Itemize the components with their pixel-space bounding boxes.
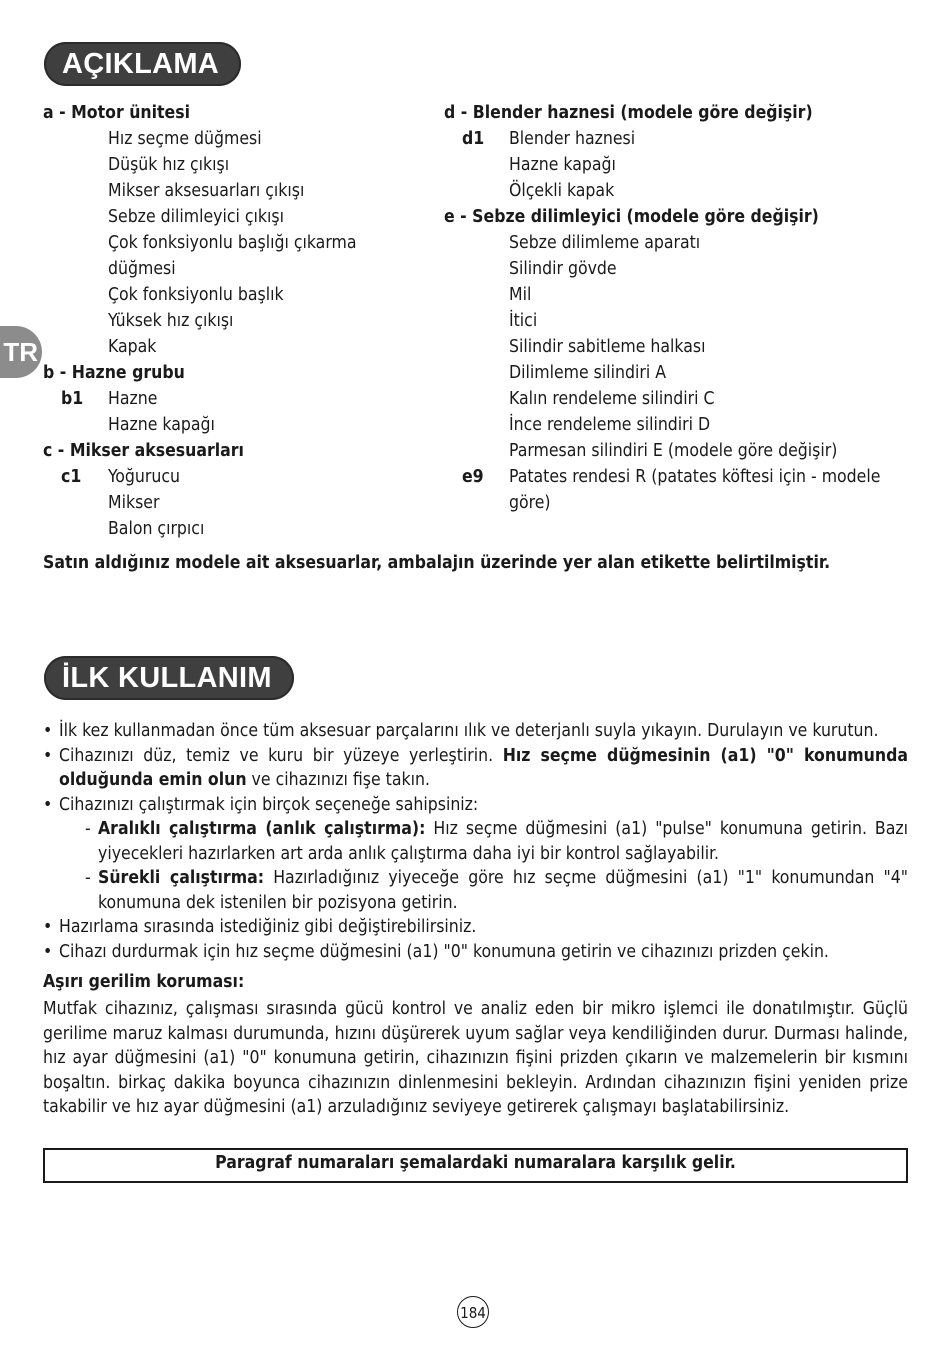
part-item: [43, 412, 433, 438]
bullet-emphasis: Hız seçme düğmesinin (a1) "0" konumunda olduğunda emin olun: [59, 745, 908, 790]
part-label: Yüksek hız çıkışı: [108, 311, 234, 331]
bullet-item: [43, 744, 908, 793]
bullet-item: [43, 915, 908, 940]
part-label: Dilimleme silindiri A: [509, 363, 666, 383]
part-label: Parmesan silindiri E (modele göre değişir): [509, 441, 838, 461]
part-item: [43, 308, 433, 334]
part-label: Sebze dilimleyici çıkışı: [108, 207, 284, 227]
part-item: [444, 464, 914, 490]
parts-list-right: [444, 100, 914, 516]
sub-item-text: Hız seçme düğmesini (a1) "pulse" konumuna getirin. Bazı yiyecekleri hazırlarken art arda anlık çalıştırma daha iyi bir kontrol sağlayabilir.: [98, 819, 909, 864]
bullet-item: [43, 940, 908, 965]
part-item: [43, 490, 433, 516]
part-item: [444, 438, 914, 464]
part-item: [444, 126, 914, 152]
bullet-text: Cihazı durdurmak için hız seçme düğmesini (a1) "0" konumuna getirin ve cihazınızı prizden çekin.: [59, 941, 829, 962]
part-label: Balon çırpıcı: [108, 519, 205, 539]
part-item: [444, 230, 914, 256]
section-title-aciklama: AÇIKLAMA: [44, 42, 241, 86]
part-item: [43, 334, 433, 360]
part-label: Mikser aksesuarları çıkışı: [108, 181, 305, 201]
part-item: [444, 178, 914, 204]
part-label: Hazne kapağı: [509, 155, 616, 175]
page-number: 184: [457, 1296, 489, 1328]
bullet-text: Cihazınızı çalıştırmak için birçok seçeneğe sahipsiniz:: [59, 794, 479, 815]
part-code: d1: [462, 129, 485, 149]
language-tab: TR: [0, 326, 42, 378]
part-label: Kapak: [108, 337, 157, 357]
part-label: Hazne kapağı: [108, 415, 215, 435]
part-item: [444, 152, 914, 178]
part-label: Patates rendesi R (patates köftesi için - modele: [509, 467, 881, 487]
group-heading: a - Motor ünitesi: [43, 103, 190, 123]
sub-item: - Sürekli çalıştırma: Hazırladığınız yiyeceğe göre hız seçme düğmesini (a1) "1" konumundan "4" konumuna dek istenilen bir pozisyona getirin.: [85, 868, 908, 913]
bullet-text: Cihazınızı düz, temiz ve kuru bir yüzeye yerleştirin.: [59, 745, 503, 766]
bullet-item: [43, 793, 908, 818]
part-item: [444, 282, 914, 308]
part-label: Mikser: [108, 493, 160, 513]
part-item: [43, 256, 433, 282]
instructions-list: [43, 719, 908, 964]
group-heading: d - Blender haznesi (modele göre değişir): [444, 103, 813, 123]
part-item: [43, 204, 433, 230]
part-label: Kalın rendeleme silindiri C: [509, 389, 715, 409]
part-item: [444, 334, 914, 360]
part-item: [43, 464, 433, 490]
bullet-text: İlk kez kullanmadan önce tüm aksesuar parçalarını ılık ve deterjanlı suyla yıkayın. Durulayın ve kurutun.: [59, 721, 879, 741]
bullet-item: [43, 719, 908, 744]
part-label: Silindir sabitleme halkası: [509, 337, 706, 357]
part-code: c1: [61, 467, 82, 487]
group-heading: c - Mikser aksesuarları: [43, 441, 244, 461]
paragraph-numbers-note: Paragraf numaraları şemalardaki numaralara karşılık gelir.: [43, 1148, 908, 1183]
section-title-ilk-kullanim: İLK KULLANIM: [44, 656, 294, 700]
part-label: Düşük hız çıkışı: [108, 155, 230, 175]
bullet-text: Hazırlama sırasında istediğiniz gibi değiştirebilirsiniz.: [59, 917, 477, 937]
part-item: [43, 386, 433, 412]
part-label: göre): [509, 493, 551, 513]
part-label: Mil: [509, 285, 532, 305]
group-heading: e - Sebze dilimleyici (modele göre değişir): [444, 207, 819, 227]
part-item: [43, 516, 433, 542]
part-item: [43, 282, 433, 308]
part-item: [444, 386, 914, 412]
sub-item-title: Sürekli çalıştırma:: [98, 868, 265, 888]
sub-item-text: Hazırladığınız yiyeceğe göre hız seçme düğmesini (a1) "1" konumundan "4" konumuna dek istenilen bir pozisyona getirin.: [98, 868, 908, 913]
part-label: düğmesi: [108, 259, 176, 279]
part-label: Sebze dilimleme aparatı: [509, 233, 701, 253]
part-label: Hız seçme düğmesi: [108, 129, 262, 149]
part-label: Çok fonksiyonlu başlığı çıkarma: [108, 233, 357, 253]
part-item: [43, 230, 433, 256]
sub-item: - Aralıklı çalıştırma (anlık çalıştırma): Hız seçme düğmesini (a1) "pulse" konumuna getirin. Bazı yiyecekleri hazırlarken art arda anlık çalıştırma daha iyi bir kontrol sağlayabilir.: [85, 819, 909, 864]
part-item: [444, 490, 914, 516]
part-item: [444, 256, 914, 282]
part-code: b1: [61, 389, 84, 409]
sub-item-title: Aralıklı çalıştırma (anlık çalıştırma):: [98, 819, 426, 839]
part-label: İnce rendeleme silindiri D: [509, 415, 711, 435]
part-label: İtici: [509, 311, 538, 331]
part-item: [444, 412, 914, 438]
group-heading: b - Hazne grubu: [43, 363, 185, 383]
part-label: Yoğurucu: [108, 467, 180, 487]
part-label: Çok fonksiyonlu başlık: [108, 285, 284, 305]
part-item: [444, 360, 914, 386]
part-item: [43, 178, 433, 204]
part-item: [43, 126, 433, 152]
overvoltage-title: Aşırı gerilim koruması:: [43, 972, 245, 992]
part-item: [43, 152, 433, 178]
bullet-text: ve cihazınızı fişe takın.: [246, 770, 430, 790]
part-label: Ölçekli kapak: [509, 181, 615, 201]
part-label: Hazne: [108, 389, 158, 409]
parts-list-left: [43, 100, 433, 542]
part-code: e9: [462, 467, 484, 487]
accessories-note: Satın aldığınız modele ait aksesuarlar, ambalajın üzerinde yer alan etikette belirtilmiştir.: [43, 553, 831, 573]
part-label: Silindir gövde: [509, 259, 617, 279]
overvoltage-text: Mutfak cihazınız, çalışması sırasında gücü kontrol ve analiz eden bir mikro işlemci ile donatılmıştır. Güçlü gerilime maruz kalması durumunda, hızını düşürerek uyum sağlar veya kendiliğinden durur. Durması halinde, hız ayar düğmesini (a1) "0" konumuna getirin, cihazınızın fişini prizden çıkarın ve malzemelerin bir kısmını boşaltın. birkaç dakika boyunca cihazınızın dinlenmesini bekleyin. Ardından cihazınızın fişini yeniden prize takabilir ve hız ayar düğmesini (a1) arzuladığınız seviyeye getirerek çalışmayı başlatabilirsiniz.: [43, 999, 908, 1117]
part-item: [444, 308, 914, 334]
part-label: Blender haznesi: [509, 129, 636, 149]
